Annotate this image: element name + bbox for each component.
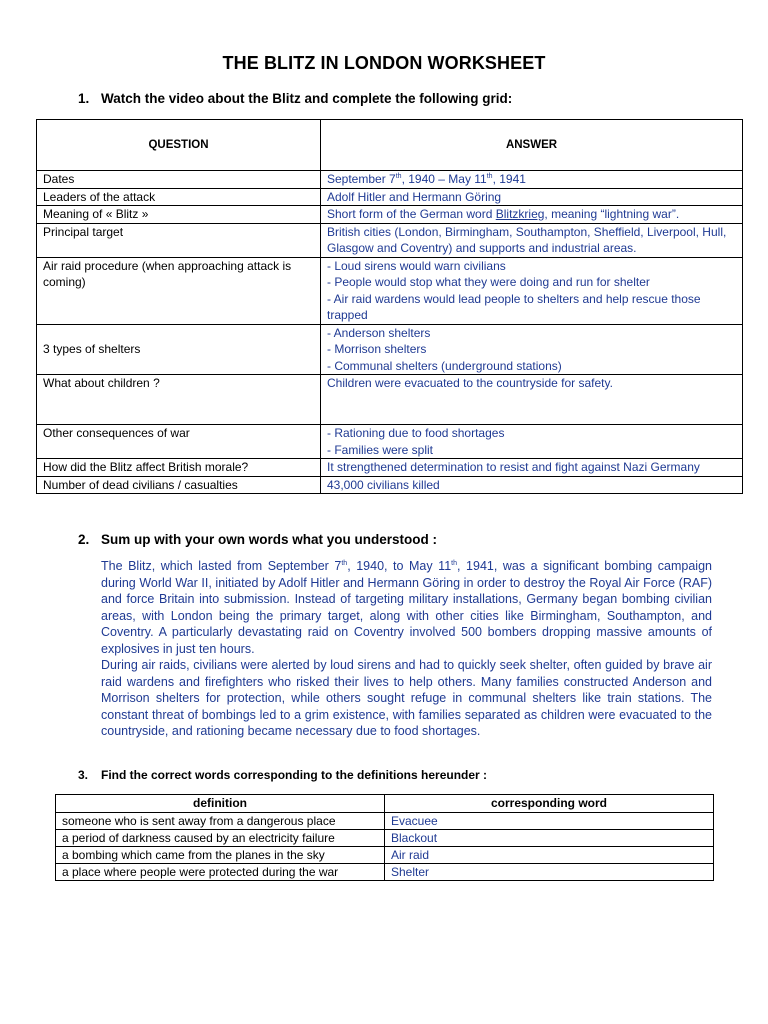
word-cell: Shelter xyxy=(385,863,714,880)
question-cell: Number of dead civilians / casualties xyxy=(37,476,321,494)
table-row xyxy=(56,846,714,863)
grid-header-row xyxy=(37,120,743,171)
section-3-heading-text: Find the correct words corresponding to the definitions hereunder : xyxy=(101,768,488,782)
definitions-header-row xyxy=(56,795,714,813)
word-cell: Evacuee xyxy=(385,812,714,829)
table-row xyxy=(56,863,714,880)
definitions-header-word: corresponding word xyxy=(385,795,714,813)
section-2-number: 2. xyxy=(78,532,90,547)
answer-cell: - Anderson shelters - Morrison shelters - Communal shelters (underground stations) xyxy=(321,324,743,375)
page-title: THE BLITZ IN LONDON WORKSHEET xyxy=(222,53,546,73)
section-1-number: 1. xyxy=(78,91,90,106)
section-3-heading xyxy=(78,768,487,782)
question-cell: Leaders of the attack xyxy=(37,188,321,206)
question-cell: Other consequences of war xyxy=(37,425,321,459)
answer-cell: - Loud sirens would warn civilians - People would stop what they were doing and run for shelter - Air raid wardens would lead people to shelters and help rescue those trapped xyxy=(321,257,743,324)
section-1-heading xyxy=(78,91,512,106)
question-cell: Principal target xyxy=(37,223,321,257)
table-row xyxy=(37,223,743,257)
table-row xyxy=(37,324,743,375)
table-row xyxy=(37,171,743,189)
blitzkrieg-word: Blitzkrieg xyxy=(495,207,545,221)
table-row xyxy=(56,812,714,829)
grid-header-answer: ANSWER xyxy=(321,120,743,171)
definition-cell: a bombing which came from the planes in the sky xyxy=(56,846,385,863)
question-cell: Air raid procedure (when approaching attack is coming) xyxy=(37,257,321,324)
question-answer-grid xyxy=(36,119,743,494)
summary-paragraph-1: The Blitz, which lasted from September 7th, 1940, to May 11th, 1941, was a significant bombing campaign during World War II, initiated by Adolf Hitler and Hermann Göring in order to destroy the Royal Air Force (RAF) and force Britain into submission. Instead of targeting military installations, Germany began bombing civilian areas, with London being the primary target, along with other cities like Birmingham, Southampton, and Coventry. A particularly devastating raid on Coventry involved 500 bombers dropping massive amounts of explosives in just ten hours. xyxy=(101,559,712,656)
section-2-heading-text: Sum up with your own words what you understood : xyxy=(101,532,437,547)
definitions-table xyxy=(55,794,714,881)
question-cell: Dates xyxy=(37,171,321,189)
definition-cell: someone who is sent away from a dangerous place xyxy=(56,812,385,829)
definition-cell: a place where people were protected during the war xyxy=(56,863,385,880)
answer-cell-meaning: Short form of the German word Blitzkrieg, meaning “lightning war”. xyxy=(321,206,743,224)
table-row xyxy=(37,459,743,477)
answer-cell: 43,000 civilians killed xyxy=(321,476,743,494)
summary-text xyxy=(101,558,712,740)
answer-cell: - Rationing due to food shortages - Families were split xyxy=(321,425,743,459)
section-1-heading-text: Watch the video about the Blitz and complete the following grid: xyxy=(101,91,513,106)
word-cell: Blackout xyxy=(385,829,714,846)
answer-cell: British cities (London, Birmingham, Southampton, Sheffield, Liverpool, Hull, Glasgow and Coventry) and supports and industrial areas. xyxy=(321,223,743,257)
table-row xyxy=(37,257,743,324)
answer-cell: Children were evacuated to the countryside for safety. xyxy=(321,375,743,425)
grid-header-question: QUESTION xyxy=(37,120,321,171)
question-cell: 3 types of shelters xyxy=(37,324,321,375)
table-row xyxy=(37,188,743,206)
question-cell: How did the Blitz affect British morale? xyxy=(37,459,321,477)
question-cell: Meaning of « Blitz » xyxy=(37,206,321,224)
table-row xyxy=(37,206,743,224)
table-row xyxy=(56,829,714,846)
table-row xyxy=(37,425,743,459)
section-2-heading xyxy=(78,532,437,547)
answer-cell: Adolf Hitler and Hermann Göring xyxy=(321,188,743,206)
answer-cell: It strengthened determination to resist and fight against Nazi Germany xyxy=(321,459,743,477)
summary-paragraph-2: During air raids, civilians were alerted by loud sirens and had to quickly seek shelter, often guided by brave air raid wardens and firefighters who risked their lives to help others. Many families constructed Anderson and Morrison shelters for protection, while others sought refuge in communal shelters like train stations. The constant threat of bombings led to a grim existence, with families separated as children were evacuated to the countryside, and rationing became necessary due to food shortages. xyxy=(101,658,712,738)
table-row xyxy=(37,476,743,494)
definitions-header-definition: definition xyxy=(56,795,385,813)
table-row xyxy=(37,375,743,425)
definition-cell: a period of darkness caused by an electricity failure xyxy=(56,829,385,846)
answer-cell-dates: September 7th, 1940 – May 11th, 1941 xyxy=(321,171,743,189)
question-cell: What about children ? xyxy=(37,375,321,425)
word-cell: Air raid xyxy=(385,846,714,863)
section-3-number: 3. xyxy=(78,768,89,782)
